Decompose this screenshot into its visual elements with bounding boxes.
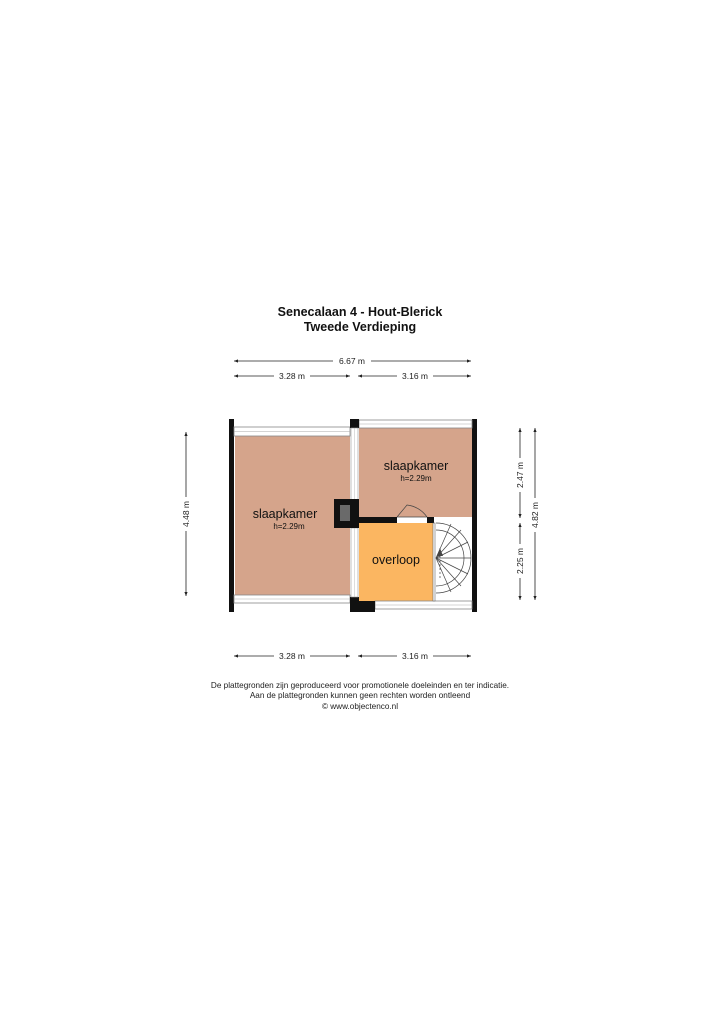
dimension-left-height bbox=[180, 432, 192, 596]
room-height-bedroom-left: h=2.29m bbox=[273, 522, 305, 531]
dimension-label-right-lower-height: 2.25 m bbox=[515, 548, 525, 574]
dimension-left-width-top bbox=[234, 370, 350, 381]
dimension-left-width-bottom bbox=[234, 650, 350, 661]
disclaimer bbox=[0, 681, 720, 712]
disclaimer-line-2: Aan de plattegronden kunnen geen rechten worden ontleend bbox=[249, 691, 471, 701]
room-label-bedroom-right: slaapkamer bbox=[383, 459, 449, 473]
column-top bbox=[350, 419, 359, 428]
disclaimer-line-1: De plattegronden zijn geproduceerd voor promotionele doeleinden en ter indicatie. bbox=[210, 681, 510, 690]
dimension-right-upper-height bbox=[514, 428, 526, 518]
room-height-bedroom-right: h=2.29m bbox=[400, 474, 432, 483]
dimension-right-width-top bbox=[358, 370, 471, 381]
stair-area bbox=[434, 520, 471, 602]
dimension-right-lower-height bbox=[514, 523, 526, 600]
dimension-label-left-height: 4.48 m bbox=[181, 501, 191, 527]
room-label-landing: overloop bbox=[372, 553, 420, 567]
dimension-label-left-width-top: 3.28 m bbox=[279, 371, 305, 381]
wall-outer-left bbox=[229, 419, 234, 612]
dimension-right-total-height bbox=[529, 428, 541, 600]
column-bottom bbox=[350, 597, 359, 612]
dimension-label-right-total-height: 4.82 m bbox=[530, 502, 540, 528]
wall-bedroom-landing bbox=[359, 517, 397, 523]
plan-floor-title: Tweede Verdieping bbox=[303, 320, 417, 334]
dimension-label-total-width: 6.67 m bbox=[339, 356, 365, 366]
plan-address-title: Senecalaan 4 - Hout-Blerick bbox=[277, 305, 443, 319]
dimension-right-width-bottom bbox=[358, 650, 471, 661]
dimension-label-right-width-top: 3.16 m bbox=[402, 371, 428, 381]
dimension-label-right-width-bottom: 3.16 m bbox=[402, 651, 428, 661]
wall-outer-right bbox=[472, 419, 477, 612]
disclaimer-line-3: © www.objectenco.nl bbox=[321, 701, 399, 711]
dimension-label-left-width-bottom: 3.28 m bbox=[279, 651, 305, 661]
dimension-label-right-upper-height: 2.47 m bbox=[515, 462, 525, 488]
dimension-total-width bbox=[234, 355, 471, 366]
room-label-bedroom-left: slaapkamer bbox=[252, 507, 318, 521]
